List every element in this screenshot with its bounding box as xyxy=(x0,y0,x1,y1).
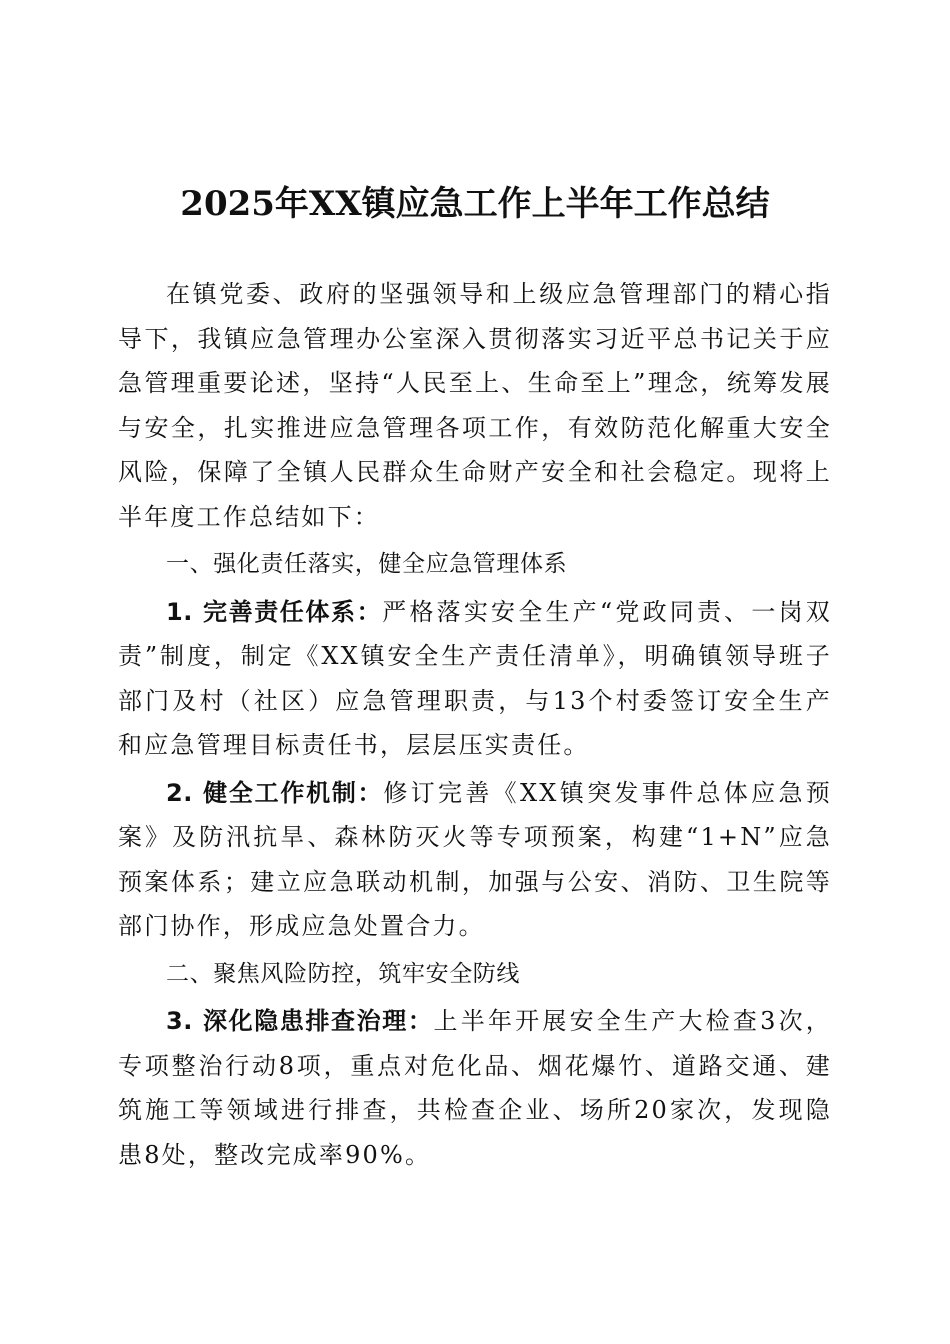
section-heading-2: 二、聚焦风险防控，筑牢安全防线 xyxy=(166,960,520,987)
section-2-item-3 xyxy=(118,999,832,1177)
document-title: 2025年XX镇应急工作上半年工作总结 xyxy=(180,184,770,224)
item-1-lead: 1. 完善责任体系： xyxy=(166,597,383,626)
document-body xyxy=(118,272,832,1180)
section-heading-1: 一、强化责任落实，健全应急管理体系 xyxy=(166,551,568,577)
section-1-item-2 xyxy=(118,771,832,949)
item-3-lead: 3. 深化隐患排查治理： xyxy=(166,1007,434,1035)
item-2-lead: 2. 健全工作机制： xyxy=(166,778,384,807)
item-1-text: 严格落实安全生产“党政同责、一岗双责”制度，制定《XX镇安全生产责任清单》，明确镇领导班子部门及村（社区）应急管理职责，与13个村委签订安全生产和应急管理目标责任书，层层压实责任。 xyxy=(118,597,833,759)
item-3-text: 上半年开展安全生产大检查3次，专项整治行动8项，重点对危化品、烟花爆竹、道路交通、建筑施工等领域进行排查，共检查企业、场所20家次，发现隐患8处，整改完成率90%。 xyxy=(118,1007,832,1169)
item-2-text: 修订完善《XX镇突发事件总体应急预案》及防汛抗旱、森林防灭火等专项预案，构建“1+N”应急预案体系；建立应急联动机制，加强与公安、消防、卫生院等部门协作，形成应急处置合力。 xyxy=(118,778,833,940)
section-1-item-1 xyxy=(118,590,832,768)
intro-paragraph: 在镇党委、政府的坚强领导和上级应急管理部门的精心指导下，我镇应急管理办公室深入贯彻落实习近平总书记关于应急管理重要论述，坚持“人民至上、生命至上”理念，统筹发展与安全，扎实推进应急管理各项工作，有效防范化解重大安全风险，保障了全镇人民群众生命财产安全和社会稳定。现将上半年度工作总结如下： xyxy=(118,280,832,531)
